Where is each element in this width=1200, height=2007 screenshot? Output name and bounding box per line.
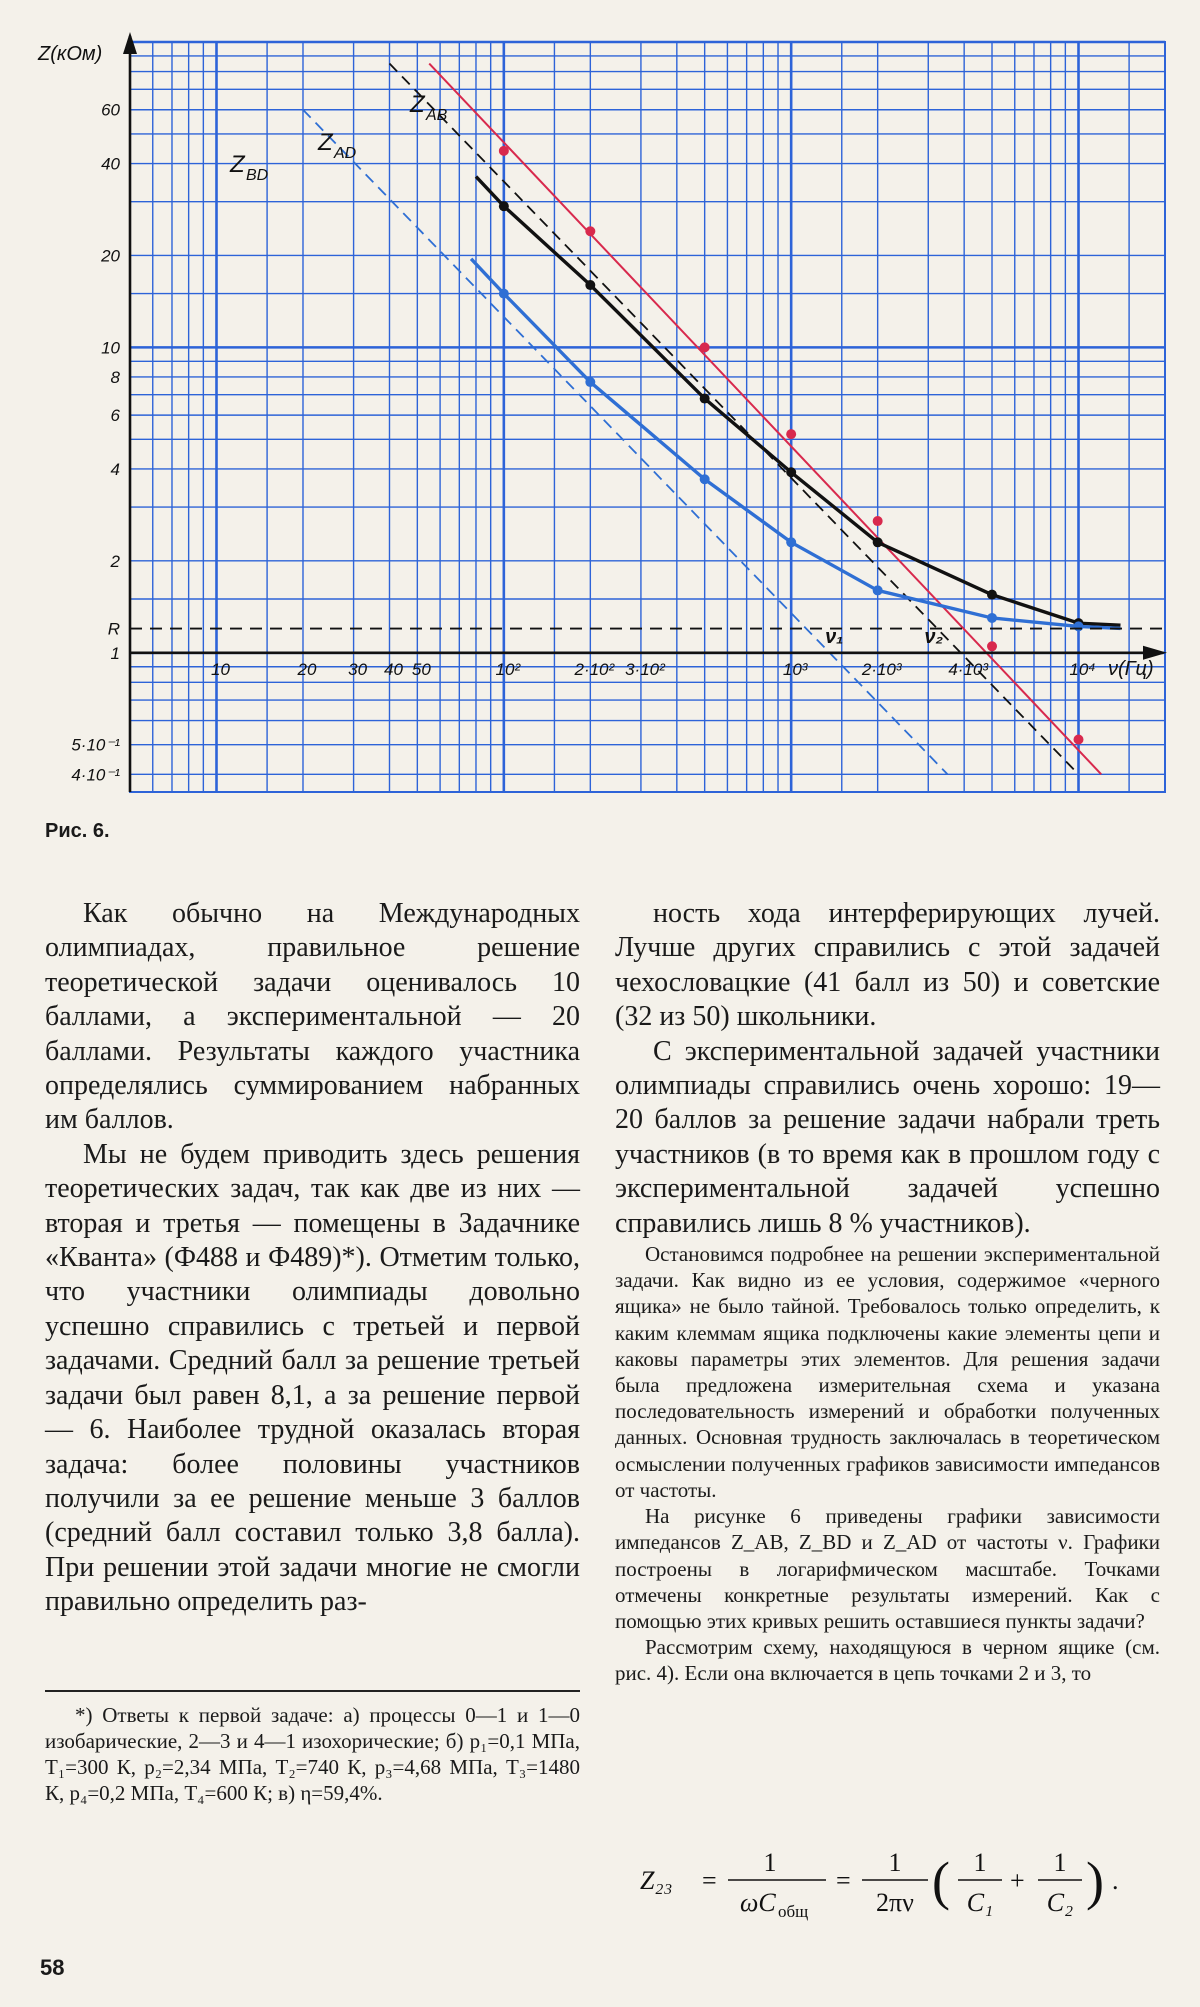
data-point	[1074, 734, 1084, 744]
data-point	[987, 641, 997, 651]
formula-den: C₂	[1046, 1888, 1074, 1917]
paragraph: Рассмотрим схему, находящуюся в черном ящике (см. рис. 4). Если она включается в цепь точками 2 и 3, то	[615, 1635, 1160, 1686]
data-point	[987, 613, 997, 623]
frequency-marker: ν₂	[924, 625, 944, 648]
impedance-chart	[0, 0, 1200, 810]
figure-caption: Рис. 6.	[45, 820, 110, 842]
formula-num: 1	[973, 1848, 987, 1877]
formula-plus: +	[1010, 1866, 1025, 1895]
data-point	[873, 585, 883, 595]
data-point	[873, 537, 883, 547]
footnote	[45, 1702, 580, 1806]
x-tick-label: 10²	[495, 659, 521, 679]
formula	[640, 1835, 1160, 1925]
data-point	[499, 289, 509, 299]
formula-den: 2πν	[876, 1888, 914, 1917]
asymptote-Z_AB	[429, 64, 1101, 775]
chart-grid	[130, 42, 1165, 792]
paragraph: Как обычно на Международных олимпиадах, правильное решение теоретической задачи оценивалось 10 баллами, а экспериментальной — 20 баллами. Результаты каждого участника определялись суммированием набранных им баллов.	[45, 898, 580, 1136]
data-point	[499, 146, 509, 156]
right-column	[615, 897, 1160, 1687]
formula-sub: общ	[778, 1902, 809, 1921]
series-label-sub: AB	[426, 107, 448, 124]
left-column	[45, 897, 580, 1620]
chart-labels	[37, 43, 1154, 784]
data-point	[700, 394, 710, 404]
data-point	[987, 590, 997, 600]
y-tick-label: 6	[110, 406, 120, 426]
footnote-text: *) Ответы к первой задаче: а) процессы 0—1 и 1—0 изобарические, 2—3 и 4—1 изохорические; б) p₁=0,1 МПа, T₁=300 К, p₂=2,34 МПа, T₂=740 К, p₃=4,68 МПа, T₃=1480 К, p₄=0,2 МПа, T₄=600 К; в) η=59,4%.	[45, 1703, 580, 1805]
data-point	[585, 280, 595, 290]
data-point	[700, 342, 710, 352]
data-point	[1074, 621, 1084, 631]
series-label: Z	[230, 151, 245, 178]
x-tick-label: 2·10²	[574, 659, 615, 679]
x-tick-label: 20	[297, 659, 317, 679]
chart-series	[471, 146, 1120, 745]
x-tick-label: 4·10³	[948, 659, 989, 679]
x-axis-title: ν(Гц)	[1108, 657, 1154, 680]
y-tick-label: 4	[110, 459, 120, 479]
y-tick-label: 20	[101, 246, 120, 266]
data-point	[873, 516, 883, 526]
y-tick-label: 1	[110, 643, 120, 663]
x-tick-label: 10⁴	[1069, 659, 1096, 679]
paragraph: Мы не будем приводить здесь решения теоретических задач, так как две из них — вторая и третья — помещены в Задачнике «Кванта» (Ф488 и Ф489)*). Отметим только, что участники олимпиады довольно успешно справились с третьей и первой задачами. Средний балл за решение третьей задачи был равен 8,1, а за решение первой — 6. Наиболее трудной оказалась вторая задача: более половины участников получили за ее решение меньше 3 баллов (средний балл составил только 3,8 балла). При решении этой задачи многие не смогли правильно определить раз-	[45, 1138, 580, 1618]
formula-num: 1	[888, 1848, 902, 1877]
y-tick-label: 4·10⁻¹	[71, 765, 120, 785]
series-label: Z	[318, 129, 333, 156]
x-tick-label: 10	[211, 659, 230, 679]
x-tick-label: 3·10²	[625, 659, 665, 679]
data-point	[786, 429, 796, 439]
data-point	[585, 226, 595, 236]
curve-Z_AD	[476, 177, 1121, 626]
y-tick-label: 8	[110, 367, 120, 387]
svg-text:(: (	[932, 1851, 950, 1911]
paragraph: Остановимся подробнее на решении экспериментальной задачи. Как видно из ее условия, содержимое «черного ящика» не было тайной. Требовалось только определить, к каким клеммам ящика подключены какие элементы цепи и каковы параметры этих элементов. Для решения задачи была предложена измерительная схема и указана последовательность измерений и обработки полученных данных. Основная трудность заключалась в теоретическом осмыслении полученных графиков зависимости импедансов от частоты.	[615, 1242, 1160, 1502]
formula-end: .	[1112, 1866, 1119, 1895]
formula-num: 1	[1053, 1848, 1067, 1877]
formula-den: C₁	[966, 1888, 994, 1917]
paragraph: На рисунке 6 приведены графики зависимости импедансов Z_AB, Z_BD и Z_AD от частоты ν. Графики построены в логарифмическом масштабе. Точками отмечены конкретные результаты измерений. Как с помощью этих кривых решить оставшиеся пункты задачи?	[615, 1504, 1160, 1633]
series-label-sub: AD	[334, 145, 357, 162]
data-point	[786, 467, 796, 477]
formula-eq: =	[836, 1866, 851, 1895]
y-tick-label: 2	[110, 551, 120, 571]
data-point	[585, 377, 595, 387]
y-axis-title: Z(кОм)	[38, 43, 103, 65]
y-tick-label: 40	[101, 154, 120, 174]
x-tick-label: 2·10³	[861, 659, 902, 679]
x-tick-label: 30	[348, 659, 368, 679]
y-tick-label: 10	[101, 338, 120, 358]
curve-Z_BD	[471, 259, 1120, 629]
y-tick-label: 60	[101, 100, 120, 120]
series-label: Z	[410, 91, 425, 118]
paragraph: С экспериментальной задачей участники олимпиады справились очень хорошо: 19—20 баллов за решение задачи набрали треть участников (в то время как в прошлом году с экспериментальной задачей успешно справились лишь 8 % участников).	[615, 1035, 1160, 1239]
formula-lhs: Z₂₃	[640, 1866, 673, 1895]
x-tick-label: 40	[384, 659, 403, 679]
footnote-rule	[45, 1690, 580, 1692]
data-point	[786, 537, 796, 547]
data-point	[499, 201, 509, 211]
series-label-sub: BD	[246, 167, 269, 184]
grid-border	[130, 42, 1165, 792]
page-number: 58	[40, 1955, 65, 1980]
x-tick-label: 50	[411, 659, 431, 679]
paragraph: ность хода интерферирующих лучей. Лучше других справились с этой задачей чехословацкие (41 балл из 50) и советские (32 из 50) школьники.	[615, 898, 1160, 1033]
formula-num: 1	[763, 1848, 777, 1877]
x-tick-label: 10³	[782, 659, 808, 679]
formula-den: ωC	[740, 1888, 776, 1917]
svg-text:): )	[1086, 1851, 1104, 1911]
formula-eq: =	[702, 1866, 717, 1895]
frequency-marker: ν₁	[825, 625, 844, 648]
data-point	[700, 474, 710, 484]
y-tick-label: R	[107, 619, 120, 639]
y-tick-label: 5·10⁻¹	[71, 735, 120, 755]
